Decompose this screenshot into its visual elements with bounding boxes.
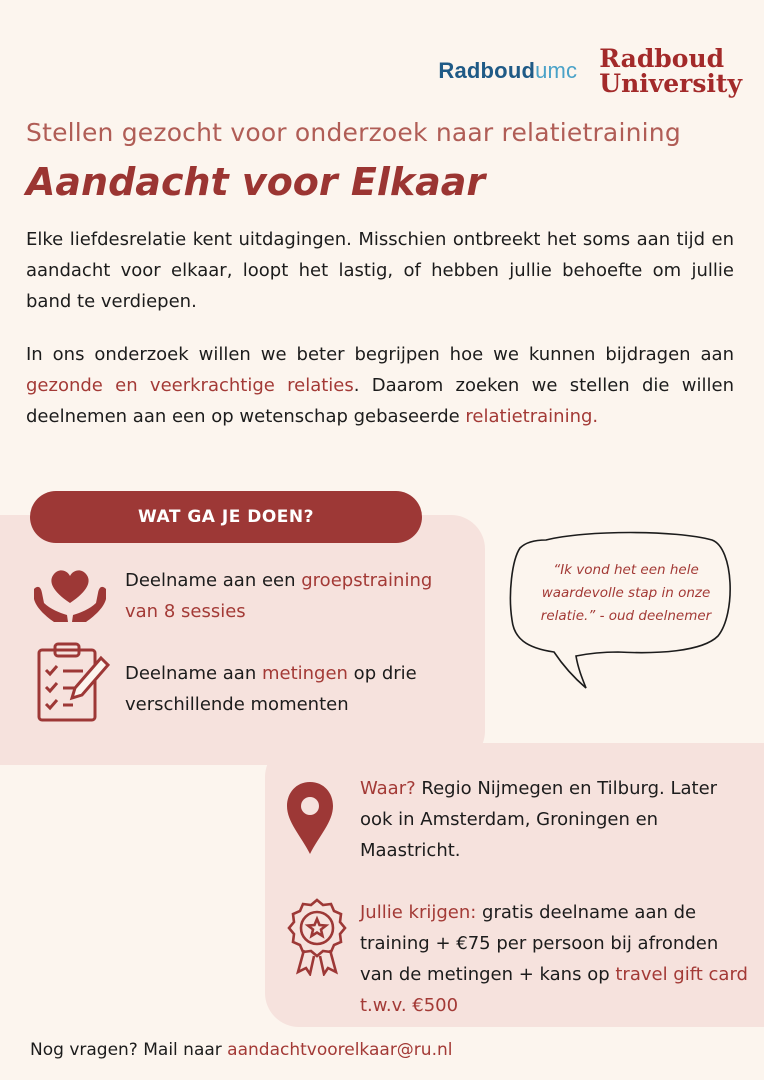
logo-umc-part2: umc — [535, 58, 578, 83]
location-text: Regio Nijmegen en Tilburg. Later ook in Amsterdam, Groningen en Maastricht. — [360, 778, 718, 861]
activity-1-highlight: groepstraining van 8 sessies — [125, 570, 433, 622]
footer-email-link[interactable]: aandachtvoorelkaar@ru.nl — [227, 1040, 453, 1060]
intro2-text-1: In ons onderzoek willen we beter begrijpen hoe we kunnen bijdragen aan — [26, 344, 734, 365]
logo-ru-line2: University — [599, 69, 742, 98]
heart-hands-icon — [30, 563, 110, 629]
location-pin-icon — [285, 780, 335, 860]
activity-2-rest: op drie verschillende momenten — [125, 663, 417, 715]
radboudumc-logo — [438, 58, 577, 84]
footer-text: Nog vragen? Mail naar — [30, 1040, 228, 1060]
logo-area — [438, 46, 742, 96]
location-info — [360, 773, 750, 866]
intro-paragraph-2 — [26, 339, 734, 432]
activity-item-measurements — [125, 658, 435, 720]
page-title: Aandacht voor Elkaar — [26, 160, 486, 204]
activity-item-training — [125, 565, 445, 627]
reward-info — [360, 897, 750, 1021]
intro2-text-2: . Daarom zoeken we stellen die willen deelnemen aan een op wetenschap gebaseerde — [26, 375, 734, 427]
intro2-highlight-2: relatietraining. — [465, 406, 599, 427]
reward-label: Jullie krijgen: — [360, 902, 477, 923]
intro2-highlight-1: gezonde en veerkrachtige relaties — [26, 375, 354, 396]
activity-2-text: Deelname aan — [125, 663, 262, 684]
activity-1-text: Deelname aan een — [125, 570, 302, 591]
award-badge-icon — [282, 896, 352, 980]
radboud-university-logo — [599, 46, 742, 96]
location-label: Waar? — [360, 778, 416, 799]
footer-contact — [30, 1040, 452, 1060]
logo-umc-part1: Radboud — [438, 58, 536, 83]
reward-text: gratis deelname aan de training + €75 per persoon bij afronden van de metingen + kans op — [360, 902, 719, 985]
testimonial-quote: “Ik vond het een hele waardevolle stap in onze relatie.” - oud deelnemer — [540, 562, 712, 624]
section-heading: WAT GA JE DOEN? — [30, 491, 422, 543]
page-subtitle: Stellen gezocht voor onderzoek naar relatietraining — [26, 118, 681, 147]
activity-2-highlight: metingen — [261, 663, 348, 684]
logo-ru-line1: Radboud — [599, 44, 725, 73]
clipboard-checklist-icon — [35, 640, 111, 728]
intro-paragraph-1: Elke liefdesrelatie kent uitdagingen. Misschien ontbreekt het soms aan tijd en aandacht voor elkaar, loopt het lastig, of hebben jullie behoefte om jullie band te verdiepen. — [26, 229, 734, 312]
reward-highlight: travel gift card t.w.v. €500 — [360, 964, 748, 1016]
